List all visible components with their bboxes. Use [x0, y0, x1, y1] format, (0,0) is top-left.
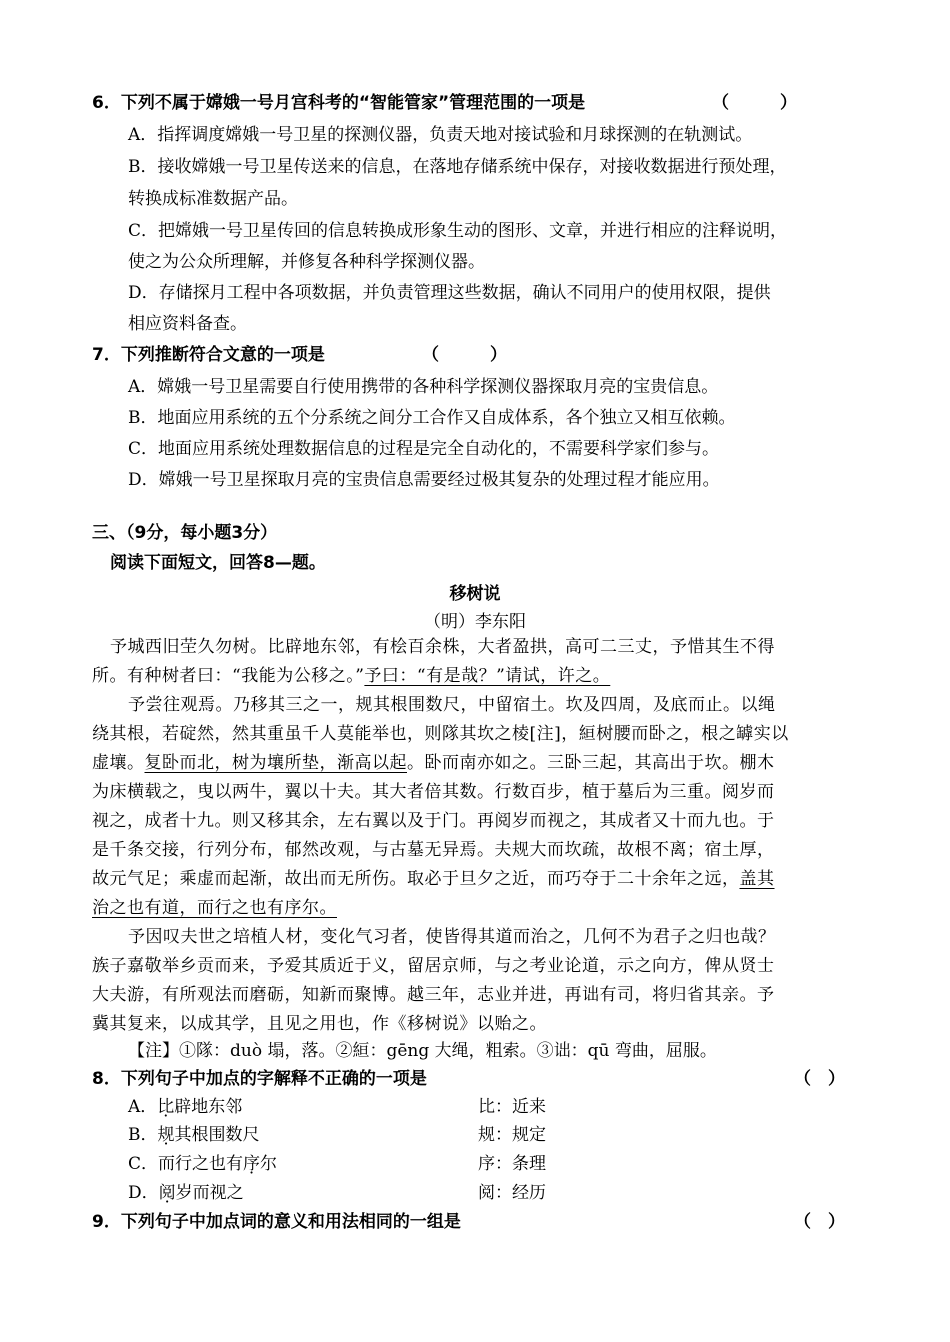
option-text: C．而行之也有 [128, 1154, 244, 1174]
option-letter: A． [128, 1097, 158, 1117]
passage-title: 移树说 [449, 584, 501, 604]
passage-note: 【注】①隊：duò 塌，落。②絙：gēng 大绳，粗索。③诎：qū 弯曲，屈服。 [128, 1041, 717, 1061]
underlined-sentence-1: 予曰：“有是哉？”请试，许之。 [364, 666, 611, 686]
q6-option-b: B．接收嫦娥一号卫星传送来的信息，在落地存储系统中保存，对接收数据进行预处理， [128, 157, 787, 177]
q9-stem: 9．下列句子中加点词的意义和用法相同的一组是 [92, 1212, 461, 1232]
q8-gloss-c: 序：条理 [478, 1154, 546, 1174]
q6-option-c-cont: 使之为公众所理解，并修复各种科学探测仪器。 [128, 252, 485, 272]
underlined-sentence-3: 盖其 [739, 869, 775, 889]
option-text: 岁而视之 [175, 1183, 244, 1203]
q6-option-b-cont: 转换成标准数据产品。 [128, 189, 298, 209]
q8-gloss-a: 比：近来 [478, 1097, 546, 1117]
q8-gloss-d: 阅：经历 [478, 1183, 546, 1203]
q8-option-d [128, 1182, 244, 1204]
passage-p1-line1: 予城西旧茔久勿树。比辟地东邻，有桧百余株，大者盈拱，高可二三丈，予惜其生不得 [110, 637, 775, 657]
passage-p2-line5: 视之，成者十九。则又移其余，左右翼以及于门。再阅岁而视之，其成者又十而九也。于 [92, 811, 775, 831]
underlined-sentence-3-cont: 治之也有道，而行之也有序尔。 [92, 898, 337, 918]
option-text: 辟地东邻 [174, 1097, 243, 1117]
dotted-char: 规 [157, 1125, 175, 1145]
option-letter: D． [128, 1183, 159, 1203]
passage-p3-line3: 大夫游，有所观法而磨砺，知新而聚博。越三年，志业并进，再诎有司，将归省其亲。予 [92, 985, 775, 1005]
section-3-title: 三、（9分，每小题3分） [92, 523, 278, 543]
passage-p2-line1: 予尝往观焉。乃移其三之一，规其根围数尺，中留宿土。坎及四周，及底而止。以绳 [128, 695, 776, 715]
passage-p2-line4: 为床横载之，曳以两牛，翼以十夫。其大者倍其数。行数百步，植于墓后为三重。阅岁而 [92, 782, 775, 802]
q7-answer-bracket: （ ） [422, 345, 507, 365]
q9-answer-bracket: （ ） [794, 1212, 845, 1232]
q7-option-d: D．嫦娥一号卫星探取月亮的宝贵信息需要经过极其复杂的处理过程才能应用。 [128, 470, 720, 490]
q8-option-b [128, 1124, 260, 1146]
q6-option-c: C．把嫦娥一号卫星传回的信息转换成形象生动的图形、文章，并进行相应的注释说明， [128, 221, 788, 241]
passage-p2-text-cont: 。卧而南亦如之。三卧三起，其高出于坎。棚木 [407, 753, 775, 773]
q6-option-d-cont: 相应资料备查。 [128, 314, 247, 334]
passage-p2-line2: 绕其根，若碇然，然其重虽千人莫能举也，则隊其坎之棱[注]，絙树腰而卧之，根之罅实以 [92, 724, 789, 744]
q7-stem: 7．下列推断符合文意的一项是 [92, 345, 325, 365]
q8-gloss-b: 规：规定 [478, 1125, 546, 1145]
dotted-char: 比 [157, 1097, 175, 1117]
q6-option-a: A．指挥调度嫦娥一号卫星的探测仪器，负责天地对接试验和月球探测的在轨测试。 [128, 125, 753, 145]
option-text: 其根围数尺 [174, 1125, 260, 1145]
underlined-sentence-2: 复卧而北，树为壤所垫，渐高以起 [144, 753, 407, 773]
section-3-instruction: 阅读下面短文，回答8—题。 [110, 553, 326, 573]
q6-option-d: D．存储探月工程中各项数据，并负责管理这些数据，确认不同用户的使用权限，提供 [128, 283, 771, 303]
q7-option-a: A．嫦娥一号卫星需要自行使用携带的各种科学探测仪器探取月亮的宝贵信息。 [128, 377, 719, 397]
passage-p2-text: 虚壤。 [92, 753, 145, 773]
dotted-char: 序 [243, 1154, 261, 1174]
passage-p1-line2 [92, 665, 610, 687]
q7-option-c: C．地面应用系统处理数据信息的过程是完全自动化的，不需要科学家们参与。 [128, 439, 720, 459]
passage-p2-line7 [92, 868, 775, 890]
q7-option-b: B．地面应用系统的五个分系统之间分工合作又自成体系，各个独立又相互依赖。 [128, 408, 736, 428]
q6-answer-bracket: （ ） [712, 93, 797, 113]
passage-p2-text: 故元气足；乘虚而起渐，故出而无所伤。取必于旦夕之近，而巧夺于二十余年之远， [92, 869, 740, 889]
option-letter: B． [128, 1125, 158, 1145]
option-text: 尔 [260, 1154, 278, 1174]
dotted-char: 阅 [158, 1183, 176, 1203]
q8-answer-bracket: （ ） [794, 1069, 845, 1089]
q8-option-a [128, 1096, 242, 1118]
passage-p2-line3 [92, 752, 775, 774]
passage-p3-line1: 予因叹夫世之培植人材，变化气习者，使皆得其道而治之，几何不为君子之归也哉？ [128, 927, 776, 947]
passage-p2-line6: 是千条交接，行列分布，郁然改观，与古墓无异焉。夫规大而坎疏，故根不离；宿土厚， [92, 840, 775, 860]
passage-p3-line4: 冀其复来，以成其学，且见之用也，作《移树说》以贻之。 [92, 1014, 547, 1034]
passage-p3-line2: 族子嘉敬举乡贡而来，予爱其质近于义，留居京师，与之考业论道，示之向方，俾从贤士 [92, 956, 775, 976]
q8-stem: 8．下列句子中加点的字解释不正确的一项是 [92, 1069, 427, 1089]
passage-p1-text: 所。有种树者曰：“我能为公移之。” [92, 666, 365, 686]
passage-author: （明）李东阳 [424, 612, 526, 632]
q8-option-c [128, 1153, 277, 1175]
q6-stem: 6．下列不属于嫦娥一号月宫科考的“智能管家”管理范围的一项是 [92, 93, 586, 113]
